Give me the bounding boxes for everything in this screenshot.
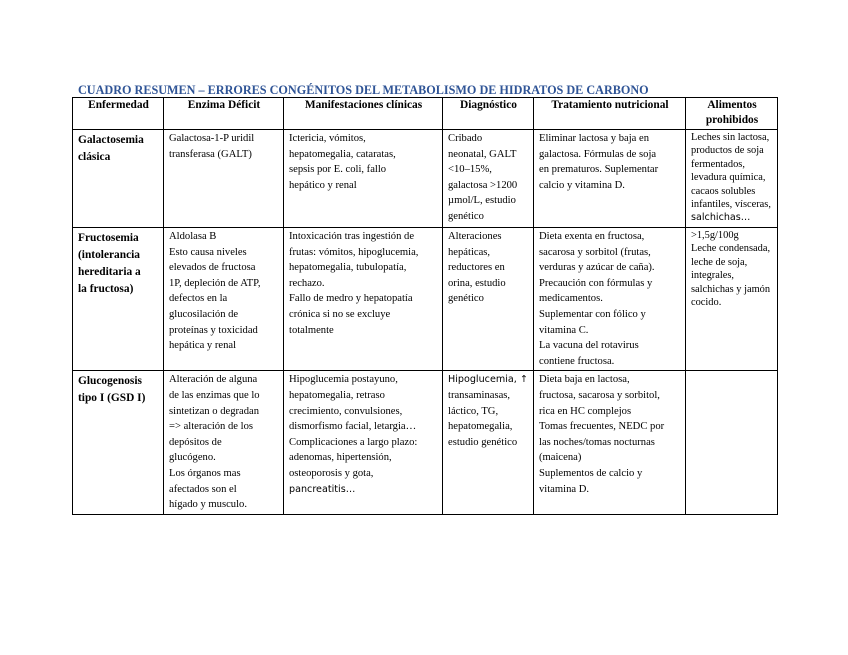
cell-line: vitamina C. xyxy=(539,324,589,336)
cell-line: hepático y renal xyxy=(289,179,357,191)
enzyme-cell xyxy=(164,228,284,371)
cell-line: crónica si no se excluye xyxy=(289,308,391,320)
cell-line: galactosa. Fórmulas de soja xyxy=(539,148,657,160)
cell-line: adenomas, hipertensión, xyxy=(289,452,392,464)
cell-line: hepatomegalia, retraso xyxy=(289,389,385,401)
cell-line: hereditaria a xyxy=(78,266,141,278)
cell-line: totalmente xyxy=(289,324,334,336)
cell-line: salchichas… xyxy=(691,212,751,224)
cell-line: Galactosemia xyxy=(78,134,144,146)
header-enzima: Enzima Déficit xyxy=(164,98,284,130)
cell-line: verduras y azúcar de caña). xyxy=(539,262,655,274)
cell-line: genético xyxy=(448,293,484,305)
cell-line: Hipoglucemia, ↑ xyxy=(448,374,528,386)
cell-line: La vacuna del rotavirus xyxy=(539,340,639,352)
diagnosis-cell xyxy=(443,228,534,371)
cell-line: leche de soja, xyxy=(691,256,748,268)
cell-line: Los órganos mas xyxy=(169,467,241,479)
cell-line: medicamentos. xyxy=(539,293,603,305)
header-enfermedad: Enfermedad xyxy=(73,98,164,130)
cell-line: defectos en la xyxy=(169,293,228,305)
cell-line: en prematuros. Suplementar xyxy=(539,164,659,176)
cell-line: hepatomegalia, cataratas, xyxy=(289,148,396,160)
foods-cell xyxy=(686,371,778,514)
table-title: CUADRO RESUMEN – ERRORES CONGÉNITOS DEL METABOLISMO DE HIDRATOS DE CARBONO xyxy=(78,83,649,97)
foods-cell xyxy=(686,228,778,371)
enzyme-cell xyxy=(164,130,284,228)
cell-line: Ictericia, vómitos, xyxy=(289,133,366,144)
cell-line: infantiles, vísceras, xyxy=(691,199,771,211)
diagnosis-cell xyxy=(443,130,534,228)
cell-line: vitamina D. xyxy=(539,483,590,495)
cell-line: calcio y vitamina D. xyxy=(539,179,625,191)
cell-line: tipo I (GSD I) xyxy=(78,392,146,405)
diagnosis-cell xyxy=(443,371,534,514)
document-page xyxy=(72,83,777,515)
cell-line: glucógeno. xyxy=(169,452,216,464)
cell-line: Hipoglucemia postayuno, xyxy=(289,374,398,386)
cell-line: Suplementos de calcio y xyxy=(539,467,643,479)
disease-cell xyxy=(73,130,164,228)
cell-line: crecimiento, convulsiones, xyxy=(289,405,403,417)
cell-line: Alteraciones xyxy=(448,231,502,242)
cell-line: Dieta exenta en fructosa, xyxy=(539,231,645,242)
cell-line: µmol/L, estudio xyxy=(448,195,516,207)
cell-line: galactosa >1200 xyxy=(448,179,518,191)
cell-line: afectados son el xyxy=(169,483,237,495)
foods-cell xyxy=(686,130,778,228)
cell-line: Intoxicación tras ingestión de xyxy=(289,231,415,242)
cell-line: Aldolasa B xyxy=(169,231,217,242)
cell-line: Tomas frecuentes, NEDC por xyxy=(539,421,665,433)
cell-line: de las enzimas que lo xyxy=(169,389,260,401)
header-diagnostico: Diagnóstico xyxy=(443,98,534,130)
treatment-cell xyxy=(534,130,686,228)
cell-line: Cribado xyxy=(448,133,483,144)
cell-line: orina, estudio xyxy=(448,277,506,289)
cell-line: Suplementar con fólico y xyxy=(539,308,646,320)
disease-cell xyxy=(73,228,164,371)
cell-line: láctico, TG, xyxy=(448,405,499,417)
cell-line: cocido. xyxy=(691,297,722,309)
clinical-cell xyxy=(284,228,443,371)
cell-line: integrales, xyxy=(691,270,734,282)
cell-line: reductores en xyxy=(448,262,505,274)
disease-cell xyxy=(73,371,164,514)
cell-line: genético xyxy=(448,210,484,222)
cell-line: levadura química, xyxy=(691,172,766,184)
cell-line: contiene fructosa. xyxy=(539,355,615,367)
cell-line: Glucogenosis xyxy=(78,375,142,388)
cell-line: transferasa (GALT) xyxy=(169,148,252,160)
cell-line: rechazo. xyxy=(289,277,325,289)
header-manifestaciones: Manifestaciones clínicas xyxy=(284,98,443,130)
cell-line: proteínas y toxicidad xyxy=(169,324,258,336)
cell-line: Galactosa-1-P uridil xyxy=(169,133,255,144)
cell-line: Leches sin lactosa, xyxy=(691,132,770,143)
cell-line: elevados de fructosa xyxy=(169,262,256,274)
cell-line: frutas: vómitos, hipoglucemia, xyxy=(289,246,419,258)
cell-line: => alteración de los xyxy=(169,421,254,433)
cell-line: estudio genético xyxy=(448,436,518,448)
cell-line: hepatomegalia, xyxy=(448,421,513,433)
cell-line: fructosa, sacarosa y sorbitol, xyxy=(539,389,660,401)
cell-line: hepatomegalia, tubulopatía, xyxy=(289,262,407,274)
cell-line: dismorfismo facial, letargia… xyxy=(289,421,417,433)
cell-line: Precaución con fórmulas y xyxy=(539,277,653,289)
header-alimentos-line1: Alimentos xyxy=(707,99,757,111)
cell-line: hepáticas, xyxy=(448,246,491,258)
clinical-cell xyxy=(284,371,443,514)
cell-line: >1,5g/100g xyxy=(691,230,739,241)
cell-line: rica en HC complejos xyxy=(539,405,632,417)
clinical-cell xyxy=(284,130,443,228)
cell-line: fermentados, xyxy=(691,158,745,170)
cell-line: Dieta baja en lactosa, xyxy=(539,374,630,386)
cell-line: Eliminar lactosa y baja en xyxy=(539,133,650,144)
cell-line: depósitos de xyxy=(169,436,222,448)
cell-line: Leche condensada, xyxy=(691,243,771,255)
cell-line: clásica xyxy=(78,151,111,163)
cell-line: salchichas y jamón xyxy=(691,283,771,295)
table-row xyxy=(73,130,778,228)
header-alimentos-line2: prohibidos xyxy=(705,114,759,126)
cell-line: sacarosa y sorbitol (frutas, xyxy=(539,246,651,258)
cell-line: hígado y musculo. xyxy=(169,499,247,511)
header-alimentos xyxy=(686,98,778,130)
cell-line: la fructosa) xyxy=(78,283,134,295)
cell-line: neonatal, GALT xyxy=(448,148,517,160)
cell-line: pancreatitis… xyxy=(289,483,356,495)
table-row xyxy=(73,228,778,371)
treatment-cell xyxy=(534,228,686,371)
cell-line: 1P, depleción de ATP, xyxy=(169,277,261,289)
cell-line: sintetizan o degradan xyxy=(169,405,260,417)
cell-line: las noches/tomas nocturnas xyxy=(539,436,655,448)
treatment-cell xyxy=(534,371,686,514)
cell-line: Complicaciones a largo plazo: xyxy=(289,436,418,448)
cell-line: Fructosemia xyxy=(78,232,139,244)
summary-table xyxy=(72,97,778,515)
cell-line: osteoporosis y gota, xyxy=(289,467,374,479)
header-row xyxy=(73,98,778,130)
header-tratamiento: Tratamiento nutricional xyxy=(534,98,686,130)
enzyme-cell xyxy=(164,371,284,514)
cell-line: cacaos solubles xyxy=(691,185,756,197)
cell-line: Fallo de medro y hepatopatía xyxy=(289,293,413,305)
table-row xyxy=(73,371,778,514)
cell-line: glucosilación de xyxy=(169,308,239,320)
cell-line: hepática y renal xyxy=(169,340,237,352)
cell-line: sepsis por E. coli, fallo xyxy=(289,164,387,176)
cell-line: (maicena) xyxy=(539,452,582,464)
cell-line: transaminasas, xyxy=(448,389,511,401)
cell-line: productos de soja xyxy=(691,145,764,157)
cell-line: Alteración de alguna xyxy=(169,374,258,386)
cell-line: (intolerancia xyxy=(78,249,141,261)
cell-line: Esto causa niveles xyxy=(169,246,247,258)
cell-line: <10–15%, xyxy=(448,164,492,176)
